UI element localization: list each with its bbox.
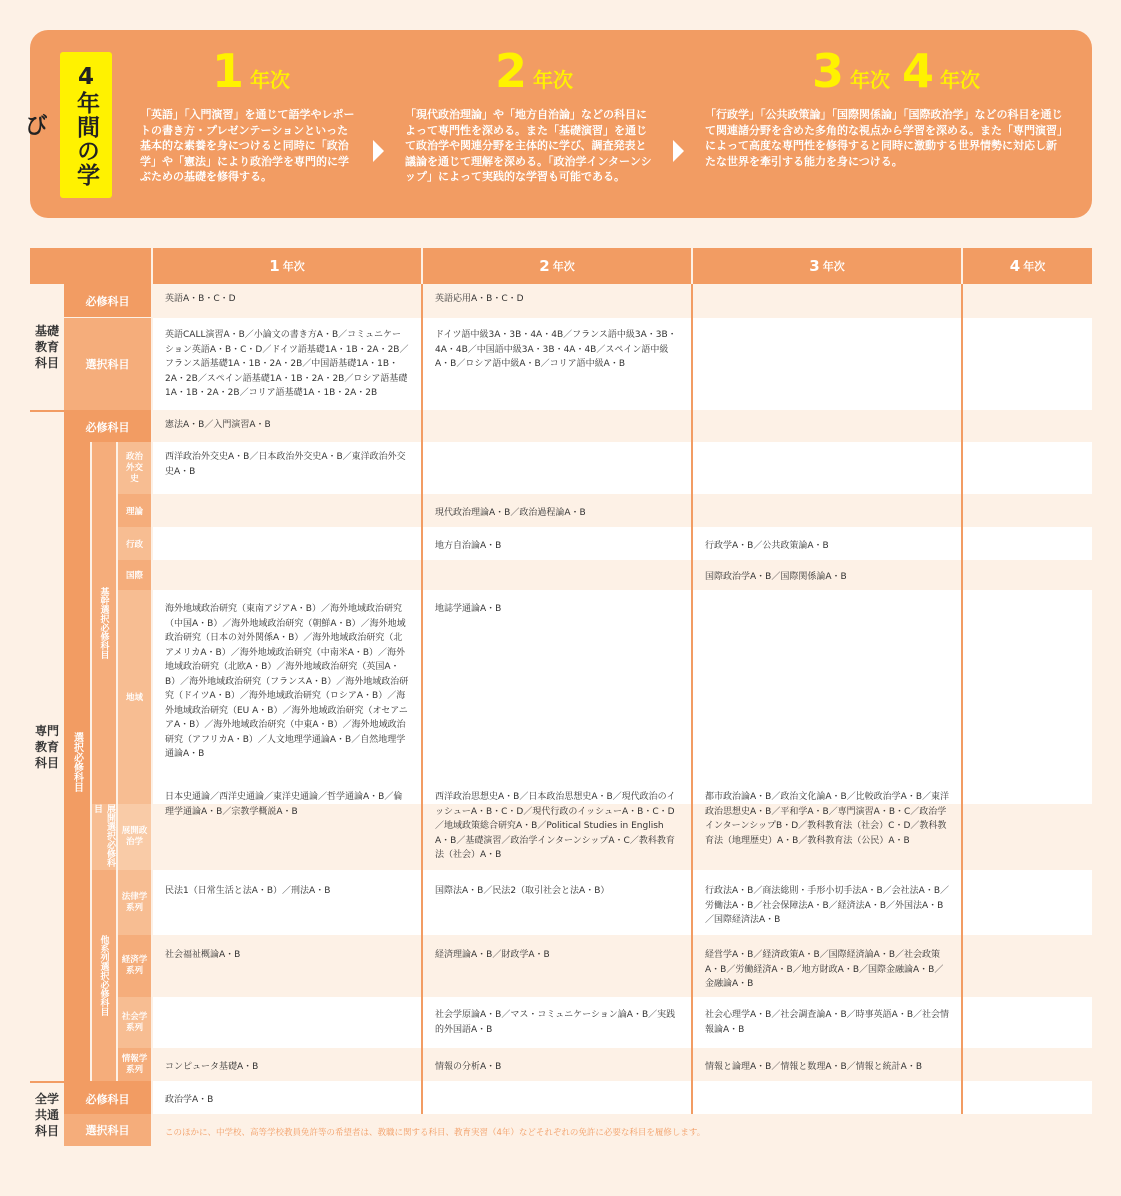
cell-kokusai-y3: 国際政治学A・B／国際関係論A・B — [705, 572, 847, 582]
header-year3: 3 年次 — [693, 248, 961, 284]
header-blank — [30, 248, 151, 284]
cell-joho-y1: コンピュータ基礎A・B — [165, 1062, 259, 1072]
cell-zengaku-hisshu-y1: 政治学A・B — [165, 1095, 214, 1105]
label-kokusai: 国際 — [118, 560, 151, 590]
label-sentaku: 選択科目 — [64, 318, 151, 410]
cell-gyosei-y3: 行政学A・B／公共政策論A・B — [705, 541, 829, 551]
label-hisshu: 必修科目 — [64, 1083, 151, 1114]
cell-kiso-hisshu-y1: 英語A・B・C・D — [165, 294, 236, 304]
cell-tenkai-y2: 西洋政治思想史A・B／日本政治思想史A・B／現代政治のイッシューA・B・C・D／現代行政のイッシューA・B・C・D／地域政策総合研究A・B／Political Studies in English A・B／基礎演習／政治学インターンシップA・C／教科教育法（社会）A・B — [435, 792, 676, 860]
curriculum-table — [30, 248, 1092, 1148]
cell-chiiki-y1: 海外地域政治研究（東南アジアA・B）／海外地域政治研究（中国A・B）／海外地域政治研究（朝鮮A・B）／海外地域政治研究（日本の対外関係A・B）／海外地域政治研究（北アメリカA・B）／海外地域政治研究（中南米A・B）／海外地域政治研究（北欧A・B）／海外地域政治研究（英国A・B）／海外地域政治研究（フランスA・B）／海外地域政治研究（ドイツA・B）／海外地域政治研究（ロシアA・B）／海外地域政治研究（EU A・B）／海外地域政治研究（オセアニアA・B）／海外地域政治研究（中東A・B）／海外地域政治研究（アフリカA・B）／人文地理学通論A・B／自然地理学通論A・B — [165, 604, 409, 759]
label-tenkai: 展開選択必修科目 — [92, 804, 116, 870]
cell-shakai-y3: 社会心理学A・B／社会調査論A・B／時事英語A・B／社会情報論A・B — [705, 1010, 949, 1035]
cell-gaikoushi-y1: 西洋政治外交史A・B／日本政治外交史A・B／東洋政治外交史A・B — [165, 452, 406, 477]
cell-kiso-hisshu-y2: 英語応用A・B・C・D — [435, 294, 524, 304]
category-senmon: 専門教育科目 — [30, 412, 64, 1081]
year1-description: 「英語」「入門演習」を通じて語学やレポートの書き方・プレゼンテーションといった基本的な素養を身につけると同時に「政治学」や「憲法」により政治学を専門的に学ぶための基礎を修得する。 — [140, 108, 355, 183]
cell-hogaku-y3: 行政法A・B／商法総則・手形小切手法A・B／会社法A・B／労働法A・B／社会保障法A・B／経済法A・B／外国法A・B／国際経済法A・B — [705, 886, 949, 925]
cell-chiiki-y2: 地誌学通論A・B — [435, 604, 502, 614]
header-year2: 2 年次 — [423, 248, 691, 284]
label-sentaku: 選択科目 — [64, 1114, 151, 1146]
label-joho: 情報学系列 — [118, 1048, 151, 1081]
label-kikan: 基幹選択必修科目 — [92, 442, 116, 804]
cell-senmon-hisshu-y1: 憲法A・B／入門演習A・B — [165, 420, 271, 430]
label-tenkai-seijigaku: 展開政治学 — [118, 804, 151, 870]
note-zengaku-sentaku: このほかに、中学校、高等学校教員免許等の希望者は、教職に関する科目、教育実習（4年）などそれぞれの免許に必要な科目を履修します。 — [165, 1128, 706, 1138]
label-keizai: 経済学系列 — [118, 935, 151, 997]
label-gyosei: 行政 — [118, 527, 151, 560]
arrow-right-icon — [373, 140, 384, 162]
cell-hogaku-y1: 民法1（日常生活と法A・B）／刑法A・B — [165, 886, 331, 896]
cell-shakai-y2: 社会学原論A・B／マス・コミュニケーション論A・B／実践的外国語A・B — [435, 1010, 676, 1035]
cell-keizai-y2: 経済理論A・B／財政学A・B — [435, 950, 550, 960]
year3-heading: 3 年次 — [812, 44, 891, 98]
cell-joho-y2: 情報の分析A・B — [435, 1062, 502, 1072]
label-seiji-gaikoushi: 政治外交史 — [118, 442, 151, 494]
label-hogaku: 法律学系列 — [118, 870, 151, 935]
header-year4: 4 年次 — [963, 248, 1092, 284]
overview-banner — [21, 30, 1092, 218]
year2-description: 「現代政治理論」や「地方自治論」などの科目によって専門性を深める。また「基礎演習」を通じて政治学や関連分野を主体的に学び、調査発表と議論を通じて理解を深める。「政治学インターンシップ」によって実践的な学習も可能である。 — [405, 108, 652, 183]
category-kiso: 基礎教育科目 — [30, 284, 64, 410]
label-chiiki: 地域 — [118, 590, 151, 804]
label-hisshu: 必修科目 — [64, 412, 151, 442]
cell-kiso-sentaku-y2: ドイツ語中級3A・3B・4A・4B／フランス語中級3A・3B・4A・4B／中国語中級3A・3B・4A・4B／スペイン語中級A・B／ロシア語中級A・B／コリア語中級A・B — [435, 330, 677, 369]
label-shakai: 社会学系列 — [118, 997, 151, 1048]
category-zengaku: 全学共通科目 — [30, 1083, 64, 1146]
cell-kiso-sentaku-y1: 英語CALL演習A・B／小論文の書き方A・B／コミュニケーション英語A・B・C・D／ドイツ語基礎1A・1B・2A・2B／フランス語基礎1A・1B・2A・2B／中国語基礎1A・1B・2A・2B／スペイン語基礎1A・1B・2A・2B／ロシア語基礎1A・1B・2A・2B／コリア語基礎1A・1B・2A・2B — [165, 330, 409, 398]
year1-heading: 1 年次 — [212, 44, 291, 98]
label-hisshu: 必修科目 — [64, 284, 151, 317]
cell-riron-y2: 現代政治理論A・B／政治過程論A・B — [435, 508, 586, 518]
cell-hogaku-y2: 国際法A・B／民法2（取引社会と法A・B） — [435, 886, 610, 896]
year4-heading: 4 年次 — [902, 44, 981, 98]
cell-tenkai-y1: 日本史通論／西洋史通論／東洋史通論／哲学通論A・B／倫理学通論A・B／宗教学概説A・B — [165, 792, 403, 817]
cell-gyosei-y2: 地方自治論A・B — [435, 541, 502, 551]
divider — [961, 284, 963, 1114]
label-riron: 理論 — [118, 494, 151, 527]
header-year1: 1 年次 — [153, 248, 421, 284]
year34-description: 「行政学」「公共政策論」「国際関係論」「国際政治学」などの科目を通じて関連諸分野を含めた多角的な視点から学習を深める。また「専門演習」によって高度な専門性を修得すると同時に激動する世界情勢に対応し新たな世界を牽引する能力を身につける。 — [705, 108, 1063, 168]
label-takei: 他系列選択必修科目 — [92, 870, 116, 1081]
cell-joho-y3: 情報と論理A・B／情報と数理A・B／情報と統計A・B — [705, 1062, 922, 1072]
cell-tenkai-y3: 都市政治論A・B／政治文化論A・B／比較政治学A・B／東洋政治思想史A・B／平和学A・B／専門演習A・B・C／政治学インターンシップB・D／教科教育法（社会）C・D／教科教育法（地理歴史）A・B／教科教育法（公民）A・B — [705, 792, 949, 846]
arrow-right-icon — [673, 140, 684, 162]
year2-heading: 2 年次 — [495, 44, 574, 98]
four-years-badge: 4年間の学び — [60, 52, 112, 198]
cell-keizai-y3: 経営学A・B／経済政策A・B／国際経済論A・B／社会政策A・B／労働経済A・B／地方財政A・B／国際金融論A・B／金融論A・B — [705, 950, 944, 989]
label-sentaku-hisshu: 選択必修科目 — [64, 442, 90, 1081]
cell-keizai-y1: 社会福祉概論A・B — [165, 950, 241, 960]
